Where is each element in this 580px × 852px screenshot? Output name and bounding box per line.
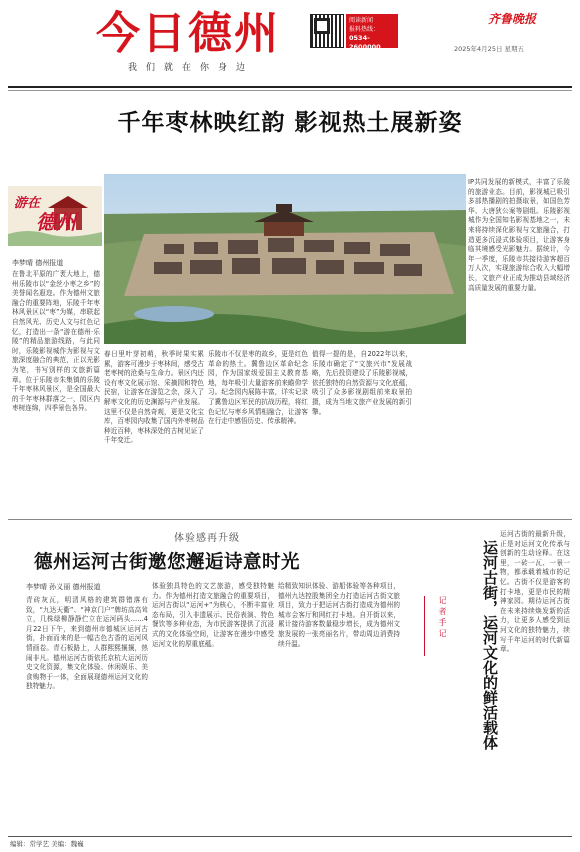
lead-column-5-text: IP共同发展的新模式，丰富了乐陵的旅游业态。目前，影视城已吸引多部热播剧的拍摄取景，如国色芳华、大唐狄公案等剧组。乐陵影视城作为全国知名影视基地之一，未来将持续深化影视与文旅融合，打造更多沉浸式体验项目，让游客身临其境感受光影魅力。据统计，今年一季度，乐陵市共接待游客超百万人次，实现旅游综合收入大幅增长，文旅产业正成为推动县域经济高质量发展的重要力量。 (468, 178, 570, 292)
second-column-2 (152, 582, 274, 832)
lead-column-3 (208, 350, 308, 514)
lead-column-3-text: 乐陵市不仅是枣的故乡，更是红色革命的热土。冀鲁边区革命纪念园，作为国家级爱国主义教育基地，每年吸引大量游客前来瞻仰学习。纪念园内展陈丰富，详实记录了冀鲁边区军民的抗战历程，将红色记忆与枣乡风情相融合，让游客在行走中感悟历史、传承精神。 (208, 350, 308, 426)
newspaper-logo: 今日德州 (96, 8, 280, 59)
hotline-line2: 报料热线： (349, 26, 380, 33)
column-tag-dezhou: 德州 (36, 210, 76, 234)
brand-name: 齐鲁晚报 (488, 12, 537, 26)
section-divider (8, 519, 572, 520)
second-headline: 德州运河古街邀您邂逅诗意时光 (34, 552, 301, 573)
second-column-1 (26, 596, 148, 832)
lead-column-2 (104, 350, 204, 514)
hotline-phone: 0534-2600000 (349, 34, 381, 51)
hotline-box (346, 14, 398, 51)
second-column-2-text: 体验独具特色的文艺旅游，感受独特魅力。作为德州打造文旅融合的重要项目，运河古街以“运河+”为核心，不断丰富业态布局，引入非遗展示、民俗表演、特色餐饮等多种业态，为市民游客提供了沉浸式的文化体验空间，让游客在漫步中感受运河文化的厚重底蕴。 (152, 582, 274, 648)
reporter-note-tag: 记者手记 (424, 596, 448, 656)
issue-date: 2025年4月25日 星期五 (454, 45, 525, 53)
second-byline: 李梦晴 孙义丽 德州报道 (26, 583, 101, 591)
lead-column-4 (312, 350, 412, 514)
footer-rule (8, 836, 572, 837)
lead-headline: 千年枣林映红韵 影视热土展新姿 (117, 109, 463, 136)
lead-byline: 李梦晴 德州报道 (12, 259, 64, 267)
reporter-note-text: 运河古街的最新升级，正是对运河文化传承与创新的生动诠释。在这里，一砖一瓦、一景一物，都承载着城市的记忆。古街不仅是游客的打卡地，更是市民的精神家园。期待运河古街在未来持续焕发新的活力，让更多人感受到运河文化的独特魅力，续写千年运河的时代新篇章。 (500, 530, 570, 654)
second-column-3-text: 给精致知识体验、游船体验等各种项目，德州九达控股集团全力打造运河古街文旅项目，致力于把运河古街打造成为德州的城市会客厅和网红打卡地。自开街以来，累计接待游客数量稳步增长，成为德州文旅发展的一张亮丽名片，带动周边消费持续升温。 (278, 582, 400, 648)
second-column-1-text: 青砖灰瓦，明清风格的建筑群错落有致，“九达天衢”、“神京门户”牌坊高高耸立，几株绿柳静静伫立在运河码头……4月22日下午，来到德州市德城区运河古街，扑面而来的是一幅古色古香的运河风情画卷。青石板路上，人群熙熙攘攘，热闹非凡。德州运河古街依托京杭大运河历史文化资源，集文化体验、休闲娱乐、美食购物于一体，全面展现德州运河文化的独特魅力。 (26, 596, 148, 691)
footer-credits: 编辑：常学艺 美编：魏巍 (10, 840, 84, 848)
reporter-note-column (500, 530, 570, 832)
lead-column-4-text: 值得一提的是，自2022年以来，乐陵市确定了“文旅兴市”发展战略，先后投资建设了乐陵影视城，依托独特的自然资源与文化底蕴，吸引了众多影视剧组前来取景拍摄，成为当地文旅产业发展的新引擎。 (312, 350, 412, 416)
second-section-label: 体验感再升级 (174, 533, 240, 544)
column-tag-you: 游在 (14, 196, 41, 211)
masthead-rule (8, 86, 572, 88)
qr-code-icon (310, 14, 344, 48)
date-forest-aerial-photo (104, 174, 466, 344)
lead-column-5 (468, 178, 570, 514)
lead-column-1-text: 在鲁北平原的广袤大地上，德州乐陵市以“金丝小枣之乡”的美誉闻名遐迩。作为德州文旅融合的重要阵地，乐陵千年枣林风景区以“枣”为媒，串联起自然风光、历史人文与红色记忆，打造出一条“游在德州·乐陵”的精品旅游线路，与此同时，乐陵影视城作为影视与文旅深度融合的典范，正以光影为笔，书写别样的文旅新篇章。位于乐陵市朱集镇的乐陵千年枣林风景区，是全国最大的千年枣林群落之一，园区内枣树连绵，四季景色各异。 (12, 270, 100, 413)
second-column-3 (278, 582, 400, 832)
masthead-rule-thin (8, 90, 572, 91)
reporter-note-title: 运河古街，运河文化的鲜活载体 (481, 540, 499, 750)
slogan: 我们就在你身边 (128, 63, 255, 73)
masthead (0, 0, 580, 88)
lead-column-2-text: 春日里叶芽初萌，秋季时果实累累，游客可漫步于枣林间，感受古老枣树的沧桑与生命力。景区内还设有枣文化展示馆、采摘园和特色民宿，让游客在游览之余，深入了解枣文化的历史渊源与产业发展。这里不仅是自然奇观，更是文化宝库，百枣园内收集了国内外枣树品种近百种，枣林深处的古树见证了千年变迁。 (104, 350, 204, 445)
lead-column-1 (12, 270, 100, 514)
column-logo-graphic (8, 186, 102, 246)
hotline-line1: 阅读新闻 (349, 17, 374, 24)
